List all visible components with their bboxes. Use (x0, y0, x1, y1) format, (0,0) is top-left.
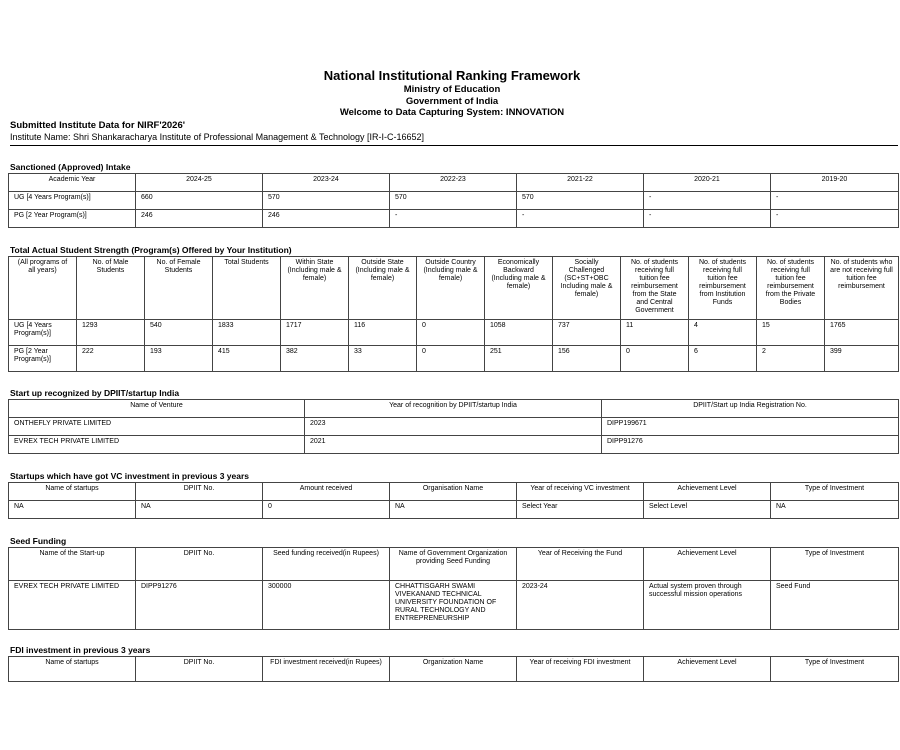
table-cell: 2021 (305, 436, 602, 454)
table-cell: NA (9, 501, 136, 519)
intake-header-cell: 2022-23 (390, 174, 517, 192)
table-cell: 737 (553, 320, 621, 346)
intake-header-cell: Academic Year (9, 174, 136, 192)
strength-header-cell: (All programs of all years) (9, 257, 77, 320)
page-header (0, 68, 900, 119)
strength-header-cell: Outside State (Including male & female) (349, 257, 417, 320)
table-cell: Seed Fund (771, 581, 899, 630)
strength-header-cell: No. of students receiving full tuition fee reimbursement from the State and Central Government (621, 257, 689, 320)
startup-header-cell: Year of recognition by DPIIT/startup India (305, 400, 602, 418)
table-cell: 2023 (305, 418, 602, 436)
table-row (9, 192, 899, 210)
table-cell: 2023-24 (517, 581, 644, 630)
table-cell: 0 (621, 346, 689, 372)
welcome-line: Welcome to Data Capturing System: INNOVATION (339, 107, 565, 118)
strength-header-cell: Outside Country (Including male & female) (417, 257, 485, 320)
table-cell: 6 (689, 346, 757, 372)
table-cell: 1717 (281, 320, 349, 346)
table-cell: - (390, 210, 517, 228)
fdi-table (8, 656, 899, 682)
fdi-header-cell: DPIIT No. (136, 657, 263, 682)
seed-header-cell: Year of Receiving the Fund (517, 548, 644, 581)
ministry-line: Ministry of Education (403, 84, 501, 95)
seed-header-cell: Name of the Start-up (9, 548, 136, 581)
table-cell: 156 (553, 346, 621, 372)
table-cell: CHHATTISGARH SWAMI VIVEKANAND TECHNICAL UNIVERSITY FOUNDATION OF RURAL TECHNOLOGY AND ENTREPRENEURSHIP (390, 581, 517, 630)
table-cell: DIPP199671 (602, 418, 899, 436)
table-cell: 570 (517, 192, 644, 210)
table-cell: PG [2 Year Program(s)] (9, 210, 136, 228)
table-cell: 15 (757, 320, 825, 346)
seed-table (8, 547, 899, 630)
table-cell: 0 (417, 346, 485, 372)
table-row (9, 346, 899, 372)
vc-header-cell: Name of startups (9, 483, 136, 501)
table-cell: 193 (145, 346, 213, 372)
seed-header-cell: Seed funding received(in Rupees) (263, 548, 390, 581)
table-cell: - (771, 210, 899, 228)
year-select-value: Select Year (517, 501, 644, 519)
level-select-value: Select Level (644, 501, 771, 519)
table-cell: 415 (213, 346, 281, 372)
table-cell: 0 (263, 501, 390, 519)
vc-header-cell: Organisation Name (390, 483, 517, 501)
table-row (9, 320, 899, 346)
seed-header-cell: Achievement Level (644, 548, 771, 581)
table-cell: 4 (689, 320, 757, 346)
fdi-header-cell: FDI investment received(in Rupees) (263, 657, 390, 682)
table-row (9, 581, 899, 630)
table-row (9, 436, 899, 454)
table-cell: - (644, 192, 771, 210)
seed-header-cell: DPIIT No. (136, 548, 263, 581)
table-cell: - (517, 210, 644, 228)
strength-header-cell: No. of Female Students (145, 257, 213, 320)
table-cell: 660 (136, 192, 263, 210)
strength-section-title: Total Actual Student Strength (Program(s) Offered by Your Institution) (10, 245, 292, 255)
startup-header-cell: Name of Venture (9, 400, 305, 418)
table-cell: 246 (263, 210, 390, 228)
strength-header-cell: Economically Backward (Including male & female) (485, 257, 553, 320)
table-cell: 1293 (77, 320, 145, 346)
table-cell: DIPP91276 (136, 581, 263, 630)
table-cell: NA (771, 501, 899, 519)
strength-header-cell: Total Students (213, 257, 281, 320)
intake-table (8, 173, 899, 228)
strength-header-cell: No. of students receiving full tuition fee reimbursement from the Private Bodies (757, 257, 825, 320)
table-cell: 1058 (485, 320, 553, 346)
table-cell: 540 (145, 320, 213, 346)
table-cell: EVREX TECH PRIVATE LIMITED (9, 581, 136, 630)
table-cell: EVREX TECH PRIVATE LIMITED (9, 436, 305, 454)
table-cell: 251 (485, 346, 553, 372)
strength-header-cell: Socially Challenged (SC+ST+OBC Including male & female) (553, 257, 621, 320)
seed-section-title: Seed Funding (10, 536, 67, 546)
intake-header-cell: 2024-25 (136, 174, 263, 192)
page-title: National Institutional Ranking Framework (323, 68, 581, 83)
startup-header-cell: DPIIT/Start up India Registration No. (602, 400, 899, 418)
table-cell: - (644, 210, 771, 228)
strength-header-cell: No. of students receiving full tuition fee reimbursement from Institution Funds (689, 257, 757, 320)
strength-header-cell: No. of Male Students (77, 257, 145, 320)
strength-header-cell: Within State (Including male & female) (281, 257, 349, 320)
strength-header-cell: No. of students who are not receiving full tuition fee reimbursement (825, 257, 899, 320)
startup-section-title: Start up recognized by DPIIT/startup India (10, 388, 180, 398)
intake-header-cell: 2020-21 (644, 174, 771, 192)
table-cell: 570 (390, 192, 517, 210)
fdi-header-cell: Type of Investment (771, 657, 899, 682)
intake-header-cell: 2023-24 (263, 174, 390, 192)
table-cell: 222 (77, 346, 145, 372)
fdi-header-cell: Year of receiving FDI investment (517, 657, 644, 682)
table-cell: 1765 (825, 320, 899, 346)
table-cell: NA (136, 501, 263, 519)
vc-header-cell: Year of receiving VC investment (517, 483, 644, 501)
vc-table (8, 482, 899, 519)
table-cell: 1833 (213, 320, 281, 346)
table-cell: Actual system proven through successful mission operations (644, 581, 771, 630)
vc-section-title: Startups which have got VC investment in previous 3 years (10, 471, 250, 481)
table-cell: 0 (417, 320, 485, 346)
fdi-header-cell: Name of startups (9, 657, 136, 682)
table-cell: 33 (349, 346, 417, 372)
table-cell: 570 (263, 192, 390, 210)
fdi-section-title: FDI investment in previous 3 years (10, 645, 151, 655)
submitted-heading: Submitted Institute Data for NIRF'2026' (10, 120, 186, 131)
table-cell: 382 (281, 346, 349, 372)
seed-header-cell: Type of Investment (771, 548, 899, 581)
seed-header-cell: Name of Government Organization providing Seed Funding (390, 548, 517, 581)
strength-table (8, 256, 899, 372)
table-cell: 246 (136, 210, 263, 228)
fdi-header-cell: Achievement Level (644, 657, 771, 682)
government-line: Government of India (405, 95, 499, 107)
table-cell: - (771, 192, 899, 210)
table-cell: DIPP91276 (602, 436, 899, 454)
table-cell: 399 (825, 346, 899, 372)
table-cell: 2 (757, 346, 825, 372)
table-cell: UG [4 Years Program(s)] (9, 320, 77, 346)
fdi-header-cell: Organization Name (390, 657, 517, 682)
intake-header-cell: 2021-22 (517, 174, 644, 192)
vc-header-cell: Amount received (263, 483, 390, 501)
vc-header-cell: Type of Investment (771, 483, 899, 501)
table-row (9, 210, 899, 228)
table-cell: PG [2 Year Program(s)] (9, 346, 77, 372)
table-cell: 300000 (263, 581, 390, 630)
vc-header-cell: Achievement Level (644, 483, 771, 501)
table-cell: 116 (349, 320, 417, 346)
table-row (9, 418, 899, 436)
table-cell: NA (390, 501, 517, 519)
startup-table (8, 399, 899, 454)
vc-header-cell: DPIIT No. (136, 483, 263, 501)
table-cell: UG [4 Years Program(s)] (9, 192, 136, 210)
table-cell: 11 (621, 320, 689, 346)
institute-name: Institute Name: Shri Shankaracharya Institute of Professional Management & Technology [IR-I-C-16652] (10, 132, 898, 146)
table-cell: ONTHEFLY PRIVATE LIMITED (9, 418, 305, 436)
intake-section-title: Sanctioned (Approved) Intake (10, 162, 131, 172)
table-row (9, 501, 899, 519)
intake-header-cell: 2019-20 (771, 174, 899, 192)
